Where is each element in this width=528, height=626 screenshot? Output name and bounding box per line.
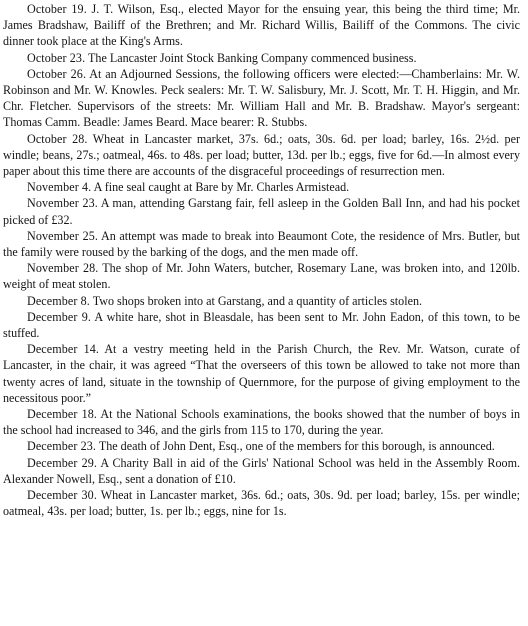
chronicle-entry: [3, 179, 520, 195]
entry-text: The death of John Dent, Esq., one of the members for this borough, is announced.: [98, 439, 495, 454]
chronicle-entry: [3, 228, 520, 260]
chronicle-entry: [3, 406, 520, 438]
chronicle-entry: [3, 455, 520, 487]
entry-date: November 4.: [27, 180, 92, 195]
entry-text: A fine seal caught at Bare by Mr. Charles Armistead.: [93, 180, 350, 195]
entry-date: October 19.: [27, 2, 87, 16]
chronicle-entry: [3, 66, 520, 131]
entry-date: November 28.: [27, 261, 99, 276]
entry-date: December 9.: [27, 309, 91, 324]
entry-text: A man, attending Garstang fair, fell asleep in the Golden Ball Inn, and had his pocket picked of £32.: [3, 196, 520, 227]
chronicle-entry: [3, 487, 520, 519]
chronicle-entry: [3, 309, 520, 341]
entry-text: An attempt was made to break into Beaumont Cote, the residence of Mrs. Butler, but the family were roused by the barking of the dogs, and the men made off.: [3, 228, 520, 260]
entry-date: November 25.: [27, 228, 99, 243]
entry-date: October 23.: [27, 50, 86, 65]
entry-date: December 18.: [27, 407, 98, 422]
chronicle-entry: [3, 293, 520, 309]
entry-text: Wheat in Lancaster market, 37s. 6d.; oats, 30s. 6d. per load; barley, 16s. 2½d. per windle; beans, 27s.; oatmeal, 46s. to 48s. per load; butter, 13d. per lb.; eggs, five for 6d.—In almost every paper about this time there are accounts of the disgraceful proceedings of resurrection men.: [3, 131, 520, 179]
entry-date: December 30.: [27, 488, 97, 503]
entry-text: The shop of Mr. John Waters, butcher, Rosemary Lane, was broken into, and 120lb. weight of meat stolen.: [3, 261, 521, 292]
entry-text: Wheat in Lancaster market, 36s. 6d.; oats, 30s. 9d. per load; barley, 15s. per windle; oatmeal, 43s. per load; butter, 1s. per lb.; eggs, nine for 1s.: [3, 488, 521, 519]
entry-text: At an Adjourned Sessions, the following officers were elected:—Chamberlains: Mr. W. Robinson and Mr. W. Knowles. Peck sealers: Mr. T. W. Salisbury, Mr. J. Scott, Mr. T. H. Higgin, and Mr. Chr. Fletcher. Supervisors of the streets: Mr. William Hall and Mr. B. Bradshaw. Mayor's sergeant: Thomas Camm. Beadle: James Beard. Mace bearer: R. Stubbs.: [3, 66, 520, 130]
entry-date: December 8.: [27, 293, 90, 308]
entry-text: J. T. Wilson, Esq., elected Mayor for the ensuing year, this being the third time; Mr. James Bradshaw, Bailiff of the Brethren; and Mr. Richard Willis, Bailiff of the Commons. The civic dinner took place at the King's Arms.: [3, 2, 520, 49]
chronicle-entry: [3, 131, 520, 180]
entry-date: October 28.: [27, 131, 88, 146]
chronicle-entry: [3, 50, 520, 66]
entry-text: Two shops broken into at Garstang, and a quantity of articles stolen.: [92, 293, 423, 308]
entry-date: December 29.: [27, 455, 98, 470]
chronicle-entry: [3, 260, 520, 292]
chronicle-entry: [3, 1, 520, 50]
entry-date: December 23.: [27, 439, 97, 454]
chronicle-entry: [3, 195, 520, 227]
chronicle-entry: [3, 438, 520, 454]
entry-date: December 14.: [27, 342, 99, 357]
entry-text: At a vestry meeting held in the Parish Church, the Rev. Mr. Watson, curate of Lancaster, in the chair, it was agreed “That the overseers of this town be allowed to take not more than twenty acres of land, situate in the township of Quernmore, for the purpose of giving employment to the necessitous poor.”: [3, 342, 521, 405]
chronicle-entry: [3, 341, 520, 406]
entry-text: At the National Schools examinations, the books showed that the number of boys in the school had increased to 346, and the girls from 115 to 170, during the year.: [3, 407, 520, 438]
entry-text: A Charity Ball in aid of the Girls' National School was held in the Assembly Room. Alexander Nowell, Esq., sent a donation of £10.: [3, 455, 520, 486]
entry-text: A white hare, shot in Bleasdale, has been sent to Mr. John Eadon, of this town, to be stuffed.: [3, 309, 520, 341]
entry-text: The Lancaster Joint Stock Banking Company commenced business.: [88, 50, 417, 65]
entry-date: November 23.: [27, 196, 98, 211]
entry-date: October 26.: [27, 66, 87, 81]
